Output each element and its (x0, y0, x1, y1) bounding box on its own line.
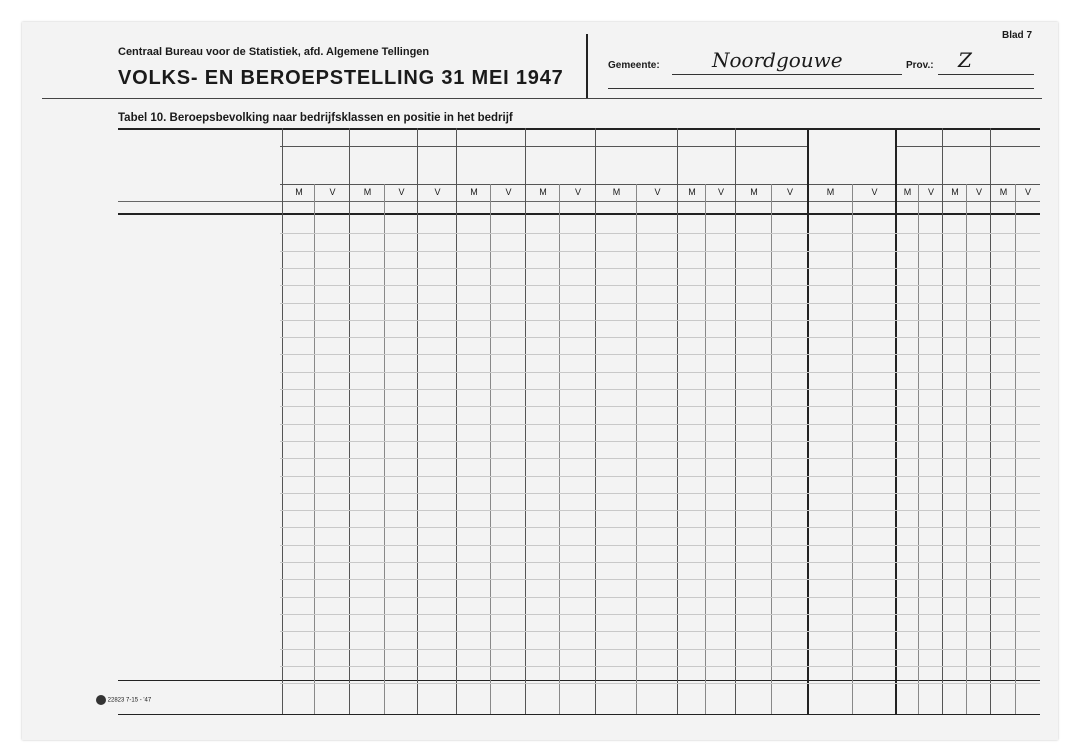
table-title: Tabel 10. Beroepsbevolking naar bedrijfsklassen en positie in het bedrijf (118, 112, 513, 124)
print-code: 22823 7-15 - '47 (96, 695, 151, 705)
mv-header-3: V (329, 187, 336, 197)
mv-header-6: V (434, 187, 441, 197)
table-rule (280, 337, 1040, 338)
table-rule (280, 233, 1040, 234)
table-rule (280, 406, 1040, 407)
table-column-rule (807, 128, 809, 714)
mv-header-7: M (470, 187, 478, 197)
table-rule (280, 527, 1040, 528)
bureau-name: Centraal Bureau voor de Statistiek, afd. Algemene Tellingen (118, 46, 430, 58)
table-rule (280, 666, 1040, 667)
table-rule (280, 251, 1040, 252)
mv-header-4: M (363, 187, 372, 197)
gemeente-label: Gemeente: (608, 60, 660, 71)
table-column-rule (456, 128, 457, 714)
table-rule (280, 184, 1040, 185)
table-rule (118, 128, 1040, 130)
table-rule (280, 631, 1040, 632)
prov-underline (938, 74, 1034, 75)
table-rule (280, 389, 1040, 390)
table-rule (280, 354, 1040, 355)
header-divider (586, 34, 588, 98)
page-number: Blad 7 (1002, 30, 1033, 41)
prov-value: Z (958, 48, 972, 72)
table-rule (280, 476, 1040, 477)
table-rule (280, 441, 1040, 442)
table-rule (280, 510, 1040, 511)
gemeente-value: Noordgouwe (712, 48, 843, 72)
mv-header-15: M (750, 187, 758, 197)
table-column-rule (735, 128, 736, 714)
table-rule (280, 146, 808, 147)
table-column-rule (771, 184, 772, 714)
table-column-rule (1015, 184, 1016, 714)
form-title: VOLKS- EN BEROEPSTELLING 31 MEI 1947 (118, 67, 564, 89)
mv-header-12: V (654, 187, 661, 197)
table-rule (280, 579, 1040, 580)
table-rule (280, 562, 1040, 563)
table-rule (280, 545, 1040, 546)
table-rule (280, 683, 1040, 684)
table-rule (280, 268, 1040, 269)
table-rule (280, 649, 1040, 650)
mv-header-2: M (295, 187, 303, 197)
mv-header-24: V (1024, 187, 1031, 197)
mv-header-11: M (612, 187, 621, 197)
mv-header-19: M (903, 187, 912, 197)
table-column-rule (677, 128, 678, 714)
table-column-rule (525, 128, 526, 714)
gemeente-underline (672, 74, 902, 75)
table-rule (280, 458, 1040, 459)
prov-label: Prov.: (906, 60, 934, 71)
mv-header-10: V (574, 187, 581, 197)
mv-header-14: V (717, 187, 724, 197)
table-column-rule (852, 184, 853, 714)
mv-header-16: V (786, 187, 793, 197)
table-column-rule (282, 128, 283, 714)
table-column-rule (595, 128, 596, 714)
table-column-rule (314, 184, 315, 714)
table-rule (280, 303, 1040, 304)
mv-header-8: V (505, 187, 512, 197)
table-rule (280, 597, 1040, 598)
table-column-rule (559, 184, 560, 714)
table-rule (118, 213, 1040, 215)
table-rule (280, 285, 1040, 286)
table-rule (118, 201, 1040, 202)
table-rule (280, 320, 1040, 321)
table-column-rule (990, 128, 991, 714)
table-rule (896, 146, 1040, 147)
header-underline (608, 88, 1034, 89)
mv-header-22: V (975, 187, 982, 197)
table-column-rule (918, 184, 919, 714)
mv-header-17: M (826, 187, 835, 197)
table-column-rule (349, 128, 350, 714)
mv-header-23: M (999, 187, 1008, 197)
table-column-rule (966, 184, 967, 714)
table-rule (280, 493, 1040, 494)
table-column-rule (490, 184, 491, 714)
table-column-rule (895, 128, 897, 714)
mv-header-5: V (398, 187, 405, 197)
table-rule (280, 614, 1040, 615)
table-column-rule (705, 184, 706, 714)
table-rule (280, 424, 1040, 425)
mv-header-21: M (951, 187, 959, 197)
mv-header-18: V (871, 187, 878, 197)
table-column-rule (384, 184, 385, 714)
header-bottom-rule (42, 98, 1042, 99)
table-rule (280, 372, 1040, 373)
table-column-rule (636, 184, 637, 714)
mv-header-20: V (927, 187, 934, 197)
table-column-rule (942, 128, 943, 714)
table-rule (118, 680, 1040, 681)
table-column-rule (417, 128, 418, 714)
print-logo-icon (96, 695, 106, 705)
table-rule (118, 714, 1040, 715)
mv-header-9: M (539, 187, 547, 197)
mv-header-13: M (688, 187, 696, 197)
